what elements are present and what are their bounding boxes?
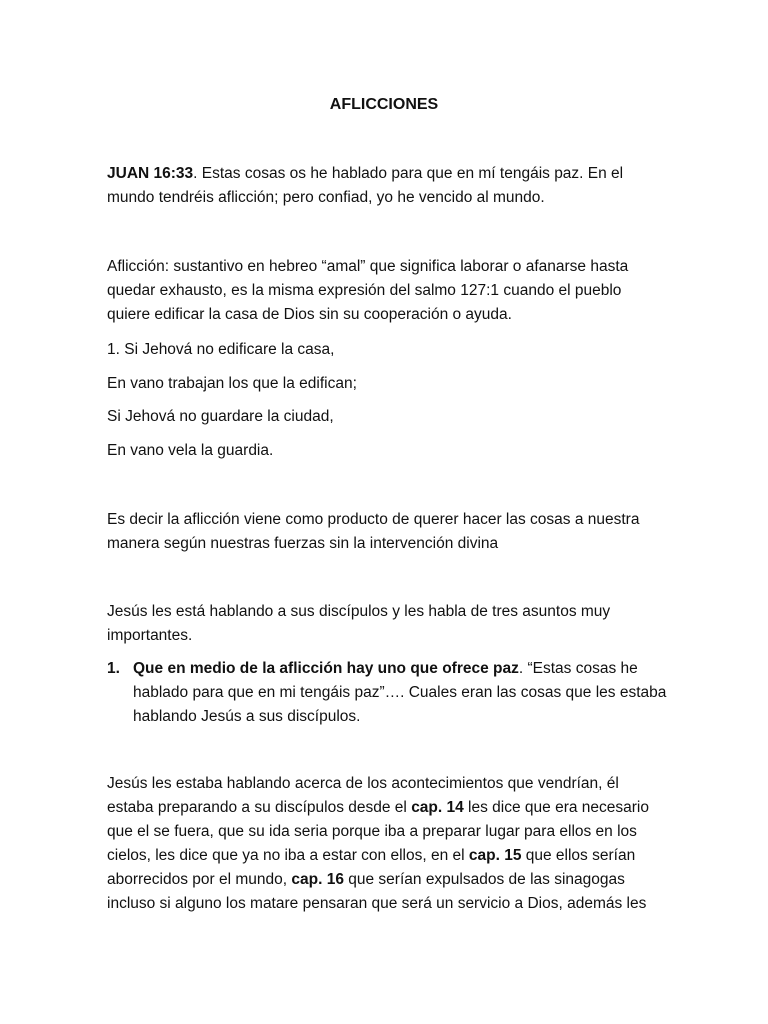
closing-part-2: les dice que era necesario que el se fuera, que su ida seria porque iba a preparar lugar para ellos en los cielos, les dice que ya no iba a estar con ellos, en el <box>107 799 650 864</box>
verse-reference: JUAN 16:33 <box>107 165 194 182</box>
chapter-14-ref: cap. 14 <box>411 799 464 816</box>
closing-part-1: Jesús les estaba hablando acerca de los acontecimientos que vendrían, él estaba preparando a su discípulos desde el <box>107 775 619 816</box>
intro-paragraph: Jesús les está hablando a sus discípulos y les habla de tres asuntos muy importantes. <box>107 603 611 644</box>
psalm-line-3: Si Jehová no guardare la ciudad, <box>107 408 334 425</box>
document-title: AFLICCIONES <box>329 96 439 113</box>
psalm-line-2: En vano trabajan los que la edifican; <box>107 375 357 392</box>
psalm-line-4: En vano vela la guardia. <box>107 442 274 459</box>
verse-text: . Estas cosas os he hablado para que en mí tengáis paz. En el mundo tendréis aflicción; pero confiad, yo he vencido al mundo. <box>107 165 624 206</box>
closing-part-3: que ellos serían aborrecidos por el mundo, <box>107 847 636 888</box>
chapter-16-ref: cap. 16 <box>291 871 344 888</box>
list-item-1 <box>107 657 667 729</box>
closing-paragraph <box>107 772 667 916</box>
explanation-paragraph: Es decir la aflicción viene como producto de querer hacer las cosas a nuestra manera según nuestras fuerzas sin la intervención divina <box>107 511 640 552</box>
closing-part-4: que serían expulsados de las sinagogas incluso si alguno los matare pensaran que será un servicio a Dios, además les <box>107 871 647 912</box>
definition-paragraph: Aflicción: sustantivo en hebreo “amal” que significa laborar o afanarse hasta quedar exhausto, es la misma expresión del salmo 127:1 cuando el pueblo quiere edificar la casa de Dios sin su cooperación o ayuda. <box>107 258 629 323</box>
psalm-line-1: 1. Si Jehová no edificare la casa, <box>107 341 335 358</box>
verse-paragraph <box>107 162 667 210</box>
list-item-number: 1. <box>107 660 120 677</box>
list-item-text: . “Estas cosas he hablado para que en mi tengáis paz”…. Cuales eran las cosas que les estaba hablando Jesús a sus discípulos. <box>133 660 667 725</box>
list-item-bold: Que en medio de la aflicción hay uno que ofrece paz <box>133 660 519 677</box>
list-item-body <box>133 657 667 729</box>
chapter-15-ref: cap. 15 <box>468 847 522 864</box>
